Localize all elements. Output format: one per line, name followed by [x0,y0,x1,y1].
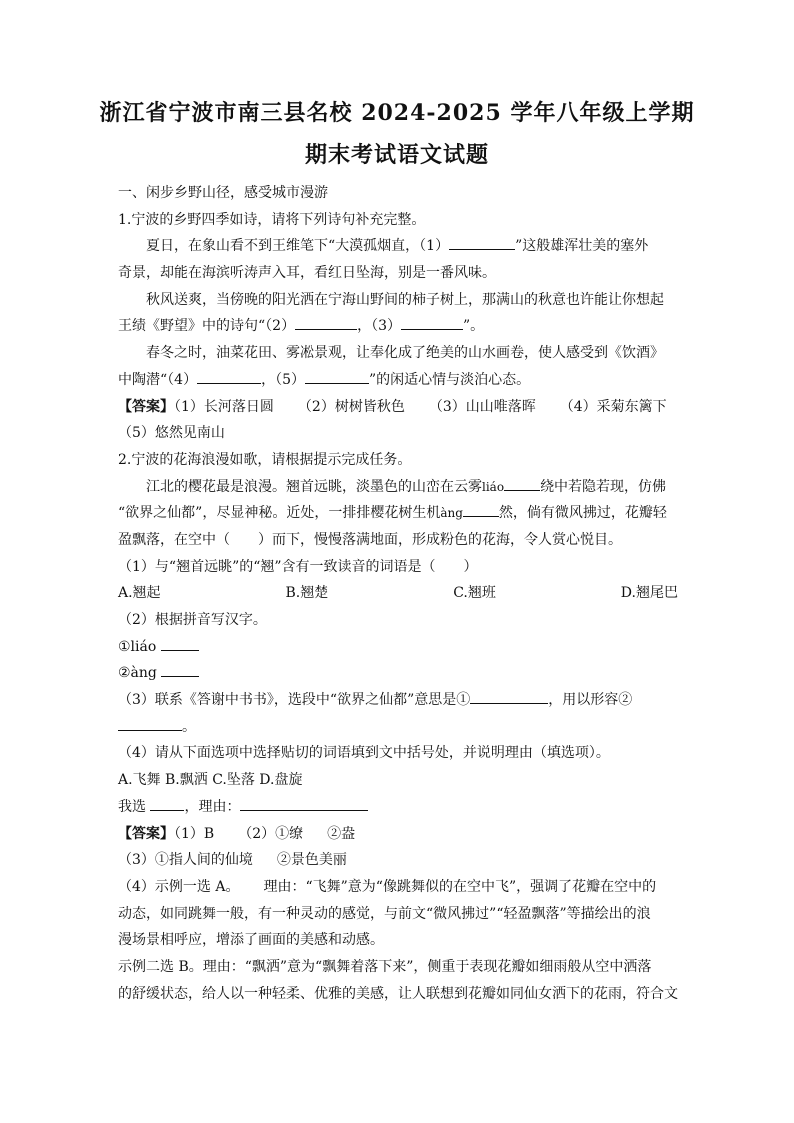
blank-1[interactable] [449,234,515,250]
exam-content [118,180,678,1007]
q2-choose-line: 我选 ，理由： [118,794,678,821]
blank-2[interactable] [295,314,357,330]
q1-answer: 【答案】（1）长河落日圆 （2）树树皆秋色 （3）山山唯落晖 （4）采菊东篱下 [118,398,667,415]
answer-label: 【答案】 [118,398,174,415]
question-1-stem: 1.宁波的乡野四季如诗，请将下列诗句补充完整。 [118,211,426,228]
describe-blank[interactable] [118,715,182,731]
q2-sub-4: （4）请从下面选项中选择贴切的词语填到文中括号处，并说明理由（填选项）。 [118,745,610,762]
blank-4[interactable] [197,368,261,384]
q2-pinyin-1: ①liáo [118,634,678,661]
section-heading: 一、闲步乡野山径，感受城市漫游 [118,185,328,201]
q2-passage-1: 江北的樱花最是浪漫。翘首远眺，淡墨色的山峦在云雾liáo 绕中若隐若现，仿佛 [118,474,678,501]
q2-options [118,580,678,607]
q2-answer-4-line2: 动态，如同跳舞一般，有一种灵动的感觉，与前文“微风拂过”“轻盈飘落”等描绘出的浪 [118,905,651,922]
q1-paragraph-1: 夏日，在象山看不到王维笔下“大漠孤烟直，（1） ”这般雄浑壮美的塞外 [118,233,678,260]
q2-sub-3: （3）联系《答谢中书书》，选段中“欲界之仙都”意思是① ，用以形容② [118,687,678,714]
q2-passage-3: 盈飘落，在空中（ ）而下，慢慢落满地面，形成粉色的花海，令人赏心悦目。 [118,531,622,548]
q1-paragraph-3-cont: 中陶潜“（4） ，（5） ”的闲适心情与淡泊心态。 [118,367,678,394]
blank-5[interactable] [305,368,369,384]
option-b[interactable]: B.翘楚 [285,585,329,602]
q2-passage-2: “欲界之仙都”，尽显神秘。近处，一排排樱花树生机àng 然，倘有微风拂过，花瓣轻 [118,500,678,527]
exam-title-line2: 期末考试语文试题 [304,142,489,168]
q2-sub-3-cont: 。 [118,714,678,741]
reason-blank[interactable] [240,795,368,811]
q1-paragraph-2-cont: 王绩《野望》中的诗句“（2） ，（3） ”。 [118,313,678,340]
answer-label: 【答案】 [118,825,174,842]
option-c[interactable]: C.翘班 [453,585,496,602]
hanzi-blank-2[interactable] [161,661,199,677]
pinyin-blank-2[interactable] [463,501,499,517]
q2-answer: 【答案】（1）B （2）①缭 ②盎 [118,825,356,842]
q2-answer-3: （3）①指人间的仙境 ②景色美丽 [118,852,347,869]
q2-sub-4-options: A.飞舞 B.飘洒 C.坠落 D.盘旋 [118,772,303,789]
q2-answer-4-line3: 漫场景相呼应，增添了画面的美感和动感。 [118,932,384,949]
question-2-stem: 2.宁波的花海浪漫如歌，请根据提示完成任务。 [118,451,412,468]
option-d[interactable]: D.翘尾巴 [620,585,678,602]
exam-title-line1: 浙江省宁波市南三县名校 2024-2025 学年八年级上学期 [99,100,695,126]
meaning-blank[interactable] [470,688,548,704]
q2-sub-2: （2）根据拼音写汉字。 [118,612,267,628]
pinyin-blank-1[interactable] [504,475,540,491]
q1-answer-cont: （5）悠然见南山 [118,425,225,442]
q2-answer-4-line4: 示例二选 B。理由：“飘洒”意为“飘舞着落下来”，侧重于表现花瓣如细雨般从空中洒落 [118,958,652,975]
choice-blank[interactable] [150,795,184,811]
q1-paragraph-3: 春冬之时，油菜花田、雾凇景观，让奉化成了绝美的山水画卷，使人感受到《饮酒》 [146,345,664,362]
q1-paragraph-1-cont: 奇景，却能在海滨听涛声入耳，看红日坠海，别是一番风味。 [118,265,496,282]
q2-sub-1: （1）与“翘首远眺”的“翘”含有一致读音的词语是（ ） [118,558,478,575]
option-a[interactable]: A.翘起 [118,585,161,602]
q1-paragraph-2: 秋风送爽，当傍晚的阳光洒在宁海山野间的柿子树上，那满山的秋意也许能让你想起 [146,291,664,308]
q2-answer-4-line1: （4）示例一选 A。 理由：“飞舞”意为“像跳舞似的在空中飞”，强调了花瓣在空中的 [118,878,657,895]
q2-answer-4-line5: 的舒缓状态，给人以一种轻柔、优雅的美感，让人联想到花瓣如同仙女洒下的花雨，符合文 [118,985,678,1002]
hanzi-blank-1[interactable] [161,635,199,651]
q2-pinyin-2: ②àng [118,660,678,687]
blank-3[interactable] [401,314,463,330]
